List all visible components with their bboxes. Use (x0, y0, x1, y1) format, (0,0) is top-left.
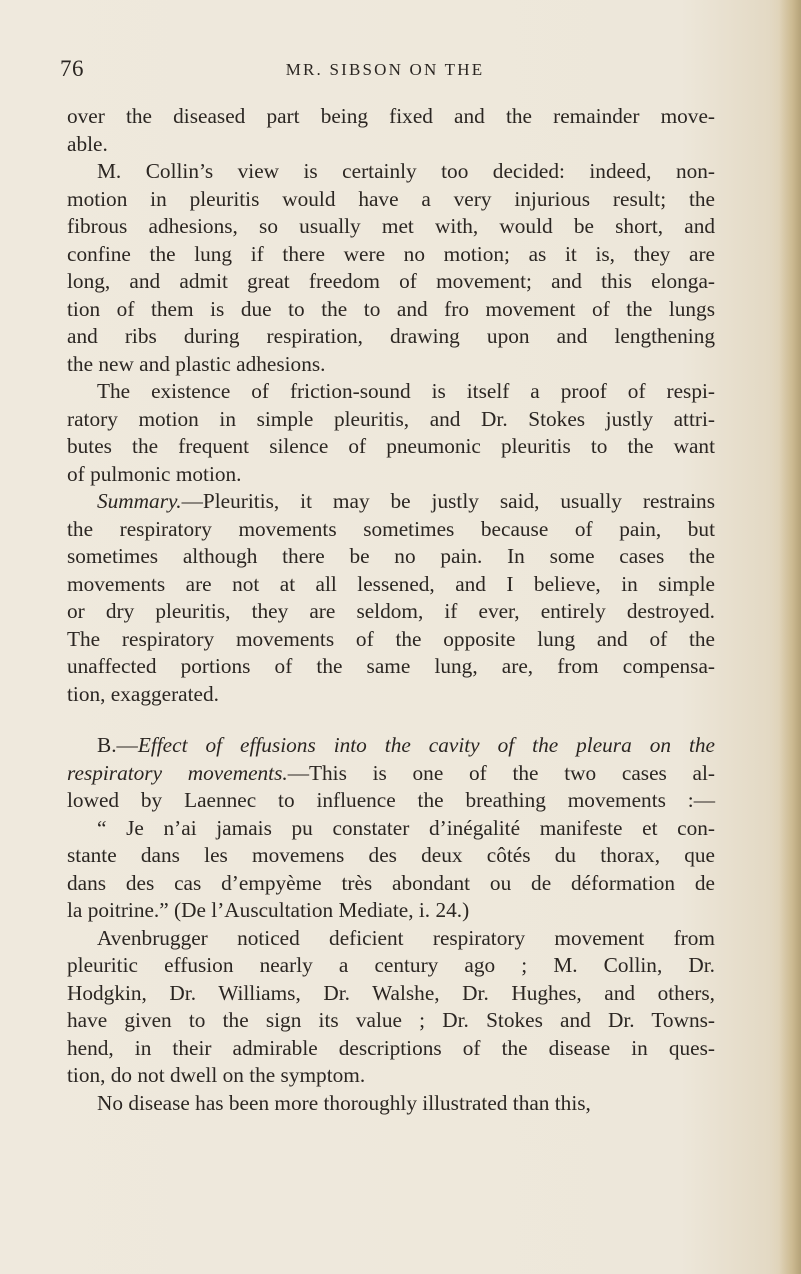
text-line: hend, in their admirable descriptions of the disease in ques- (67, 1035, 715, 1060)
text-line: fibrous adhesions, so usually met with, would be short, and (67, 214, 715, 238)
text-line: the respiratory movements sometimes because of pain, but (67, 516, 715, 541)
text-span: —Pleuritis, it may be justly said, usually restrains (181, 489, 715, 513)
text-line: The existence of friction-sound is itself a proof of respi- (97, 379, 715, 403)
text-line: The respiratory movements of the opposite lung and of the (67, 626, 715, 651)
text-line: of pulmonic motion. (67, 461, 242, 486)
text-line: have given to the sign its value ; Dr. Stokes and Dr. Towns- (67, 1008, 715, 1032)
text-line: tion, do not dwell on the symptom. (67, 1063, 366, 1087)
text-line: butes the frequent silence of pneumonic pleuritis to the want (67, 434, 715, 458)
text-line (67, 488, 715, 516)
text-line: or dry pleuritis, they are seldom, if ever, entirely destroyed. (67, 599, 715, 623)
text-line: lowed by Laennec to influence the breathing movements :— (67, 788, 715, 812)
page-header (60, 56, 710, 86)
text-line: stante dans les movemens des deux côtés du thorax, que (67, 843, 715, 867)
text-line: ratory motion in simple pleuritis, and Dr. Stokes justly attri- (67, 406, 715, 431)
text-line: movements are not at all lessened, and I believe, in simple (67, 571, 715, 596)
text-line: M. Collin’s view is certainly too decided: indeed, non- (97, 159, 715, 183)
running-head: MR. SIBSON ON THE (285, 60, 485, 79)
page-number: 76 (60, 56, 84, 81)
text-line: the new and plastic adhesions. (67, 351, 326, 376)
page-edge-shading (779, 0, 801, 1274)
text-line: unaffected portions of the same lung, are, from compensa- (67, 654, 715, 678)
text-line: la poitrine.” (De l’Auscultation Mediate, i. 24.) (67, 898, 470, 922)
body-text (67, 103, 715, 1117)
text-line: Hodgkin, Dr. Williams, Dr. Walshe, Dr. Hughes, and others, (67, 980, 715, 1005)
text-line: and ribs during respiration, drawing upon and lengthening (67, 324, 715, 348)
text-line: confine the lung if there were no motion; as it is, they are (67, 241, 715, 266)
section-label: B.— (97, 733, 138, 757)
text-line: “ Je n’ai jamais pu constater d’inégalité manifeste et con- (97, 815, 715, 840)
text-line (67, 732, 715, 760)
text-line: tion of them is due to the to and fro movement of the lungs (67, 296, 715, 321)
section-heading-cont: respiratory movements. (67, 760, 288, 785)
text-line (67, 760, 715, 788)
summary-heading: Summary. (97, 489, 182, 513)
text-line: No disease has been more thoroughly illustrated than this, (97, 1090, 591, 1115)
section-heading: Effect of effusions into the cavity of the pleura on the (137, 733, 715, 757)
text-line: over the diseased part being fixed and the remainder move- (67, 104, 715, 128)
section-gap (67, 708, 715, 732)
text-line: motion in pleuritis would have a very injurious result; the (67, 186, 715, 211)
text-line: pleuritic effusion nearly a century ago ; M. Collin, Dr. (67, 953, 715, 977)
text-span: —This is one of the two cases al- (287, 760, 715, 785)
text-line: sometimes although there be no pain. In some cases the (67, 544, 715, 568)
text-line: Avenbrugger noticed deficient respiratory movement from (97, 925, 715, 950)
text-line: dans des cas d’empyème très abondant ou de déformation de (67, 870, 715, 895)
text-line: tion, exaggerated. (67, 681, 219, 706)
text-line: able. (67, 131, 108, 156)
text-line: long, and admit great freedom of movement; and this elonga- (67, 269, 715, 293)
